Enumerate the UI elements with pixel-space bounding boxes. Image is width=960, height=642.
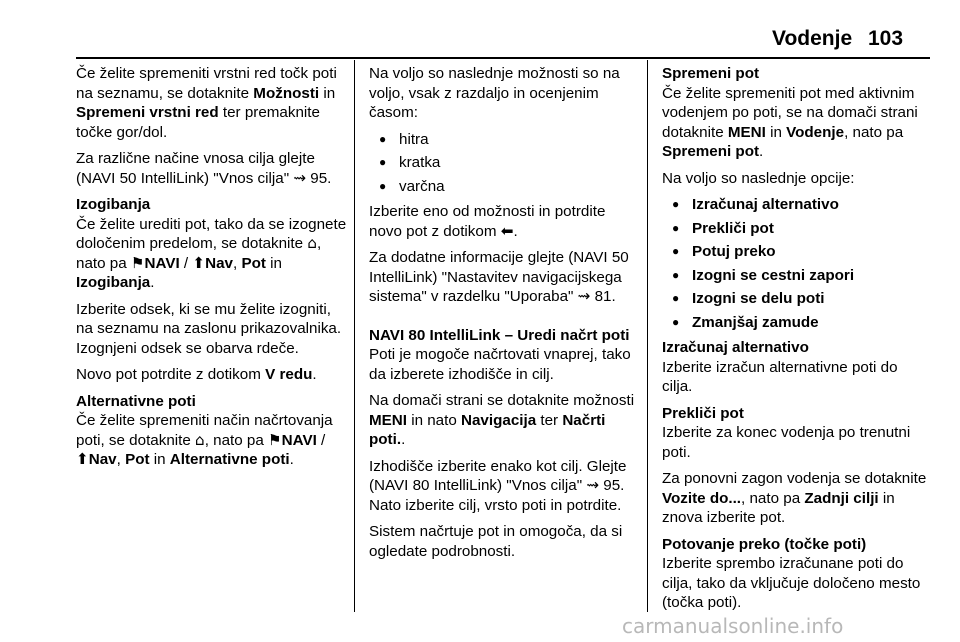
back-arrow-icon: ⬅ [500, 221, 514, 240]
list-item: ● Zmanjšaj zamude [662, 313, 932, 333]
paragraph: Če želite spremeniti pot med aktivnim vodenjem po poti, se na domači strani dotaknite MENI in Vodenje, nato pa Spremeni pot. [662, 84, 918, 160]
list-item: ● Izračunaj alternativo [662, 195, 932, 215]
column-1 [76, 64, 348, 477]
column-divider-1 [354, 60, 355, 612]
nav-arrow-icon: ⬆ [192, 253, 206, 272]
heading-izogibanja: Izogibanja [76, 196, 151, 213]
heading-izracunaj-alternativo: Izračunaj alternativo [662, 339, 809, 356]
paragraph: Izberite sprembo izračunane poti do cilja, tako da vključuje določeno mesto (točka poti). [662, 555, 921, 611]
paragraph: Za ponovni zagon vodenja se dotaknite Vozite do..., nato pa Zadnji cilji in znova izberite pot. [662, 470, 927, 526]
list-item: ● Izogni se cestni zapori [662, 266, 932, 286]
home-icon: ⌂ [307, 234, 317, 252]
page-header [0, 0, 960, 56]
paragraph: Sistem načrtuje pot in omogoča, da si ogledate podrobnosti. [369, 523, 623, 560]
paragraph: Na domači strani se dotaknite možnosti MENI in nato Navigacija ter Načrti poti.. [369, 392, 635, 448]
column-divider-2 [647, 60, 648, 612]
speed-options-list [369, 130, 637, 197]
home-icon: ⌂ [195, 430, 205, 449]
paragraph: Na voljo so naslednje možnosti so na voljo, vsak z razdaljo in ocenjenim časom: [369, 65, 620, 121]
header-rule [76, 57, 930, 59]
list-item: ● hitra [369, 130, 637, 150]
paragraph: Za dodatne informacije glejte (NAVI 50 IntelliLink) "Nastavitev navigacijskega sistema" v razdelku "Uporaba" ⇝ 81. [369, 249, 629, 305]
watermark: carmanualsonline.info [622, 614, 844, 638]
paragraph: Izberite odsek, ki se mu želite izogniti, na seznamu na zaslonu prikazovalnika. Izognjeni odsek se obarva rdeče. [76, 300, 342, 357]
heading-alternativne-poti: Alternativne poti [76, 392, 196, 410]
paragraph: Izberite eno od možnosti in potrdite novo pot z dotikom ⬅. [369, 203, 606, 240]
paragraph: Izberite za konec vodenja po trenutni poti. [662, 424, 911, 461]
heading-preklici-pot: Prekliči pot [662, 404, 744, 422]
section-title: Vodenje [772, 27, 853, 50]
list-item: ● Prekliči pot [662, 219, 932, 239]
heading-potovanje-preko: Potovanje preko (točke poti) [662, 535, 867, 553]
paragraph: Poti je mogoče načrtovati vnaprej, tako da izberete izhodišče in cilj. [369, 346, 631, 383]
paragraph: Za različne načine vnosa cilja glejte (NAVI 50 IntelliLink) "Vnos cilja" ⇝ 95. [76, 150, 332, 187]
column-3 [662, 64, 932, 620]
route-options-list [662, 195, 932, 332]
page-reference-icon: ⇝ [293, 168, 307, 187]
page-reference-icon: ⇝ [586, 476, 600, 494]
page-reference-icon: ⇝ [577, 287, 591, 305]
list-item: ● Izogni se delu poti [662, 289, 932, 309]
nav-arrow-icon: ⬆ [76, 450, 89, 468]
heading-spremeni-pot: Spremeni pot [662, 65, 760, 82]
paragraph: Če želite urediti pot, tako da se izognete določenim predelom, se dotaknite ⌂, nato pa ⚑NAVI / ⬆Nav, Pot in Izogibanja. [76, 215, 347, 291]
list-item: ● varčna [369, 177, 637, 197]
page-number: 103 [868, 27, 904, 50]
list-item: ● Potuj preko [662, 242, 932, 262]
term-spremeni-vrstni-red: Spremeni vrstni red [76, 104, 219, 121]
column-2 [369, 64, 637, 568]
paragraph: Na voljo so naslednje opcije: [662, 169, 855, 187]
paragraph: Novo pot potrdite z dotikom V redu. [76, 366, 317, 383]
term-moznosti: Možnosti [253, 84, 320, 102]
heading-uredi-nacrt-poti: NAVI 80 IntelliLink – Uredi načrt poti [369, 326, 630, 344]
paragraph: Izhodišče izberite enako kot cilj. Glejte (NAVI 80 IntelliLink) "Vnos cilja" ⇝ 95. Nato izberite cilj, vrsto poti in potrdite. [369, 457, 627, 514]
paragraph: Če želite spremeniti vrstni red točk poti na seznamu, se dotaknite Možnosti in Spremeni vrstni red ter premaknite točke gor/dol. [76, 65, 337, 141]
flag-icon: ⚑ [268, 430, 282, 449]
flag-icon: ⚑ [130, 253, 145, 272]
list-item: ● kratka [369, 153, 637, 173]
paragraph: Če želite spremeniti način načrtovanja poti, se dotaknite ⌂, nato pa ⚑NAVI / ⬆Nav, Pot in Alternativne poti. [76, 412, 333, 468]
paragraph: Izberite izračun alternativne poti do cilja. [662, 358, 898, 395]
